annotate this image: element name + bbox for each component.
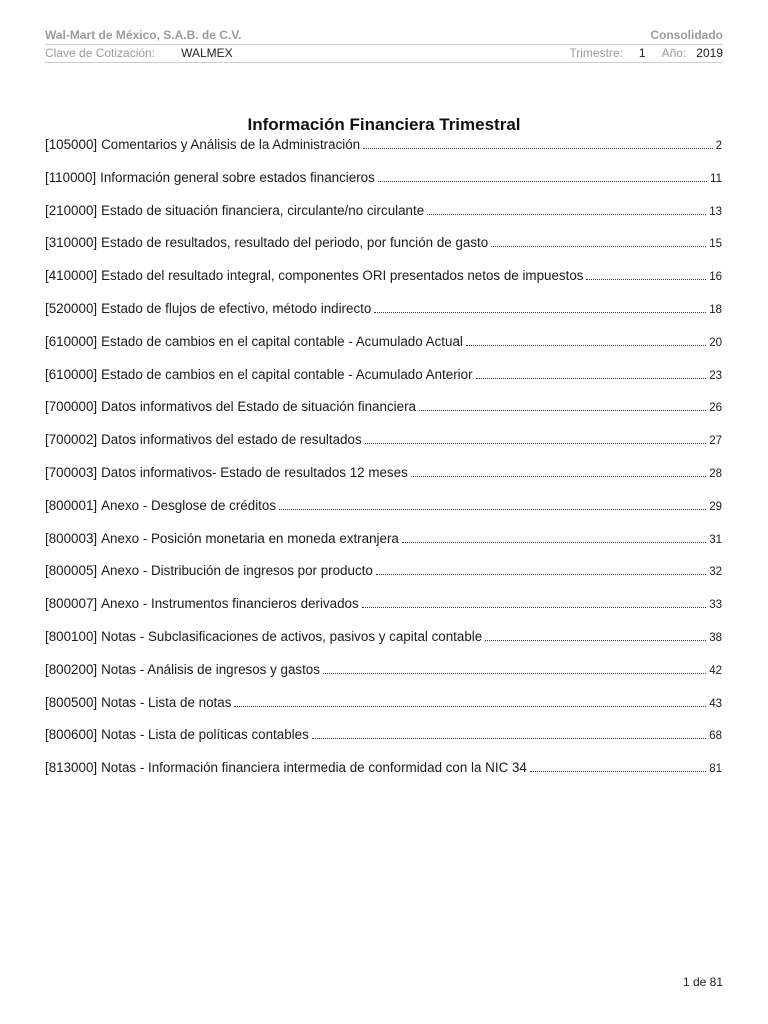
- toc-entry-page: 13: [709, 205, 722, 218]
- dot-leader: [378, 181, 707, 182]
- toc-entry[interactable]: [45, 367, 722, 400]
- ticker-value: WALMEX: [181, 46, 233, 60]
- toc-entry-code: [700003]: [45, 464, 98, 480]
- toc-entry-page: 15: [709, 238, 722, 251]
- dot-leader: [234, 706, 706, 707]
- toc-entry-page: 42: [709, 664, 722, 677]
- toc-entry-page: 81: [709, 763, 722, 776]
- toc-entry[interactable]: [45, 760, 722, 793]
- toc-entry-code: [520000]: [45, 300, 98, 316]
- toc-entry-page: 33: [709, 599, 722, 612]
- toc-entry-label: Notas - Subclasificaciones de activos, pasivos y capital contable: [101, 628, 483, 644]
- toc-entry-page: 43: [709, 697, 722, 710]
- toc-entry-label: Estado del resultado integral, componentes ORI presentados netos de impuestos: [101, 268, 584, 284]
- toc-entry-page: 38: [709, 631, 722, 644]
- toc-entry-page: 2: [715, 140, 722, 152]
- toc-entry[interactable]: [45, 334, 722, 367]
- toc-entry-label: Estado de situación financiera, circulante/no circulante: [101, 202, 425, 218]
- toc-entry-label: Estado de flujos de efectivo, método indirecto: [101, 300, 372, 316]
- dot-leader: [530, 771, 706, 772]
- toc-entry-code: [610000]: [45, 333, 98, 349]
- toc-entry-code: [813000]: [45, 760, 98, 776]
- dot-leader: [419, 410, 706, 411]
- toc-entry-page: 27: [709, 435, 722, 448]
- toc-entry[interactable]: [45, 563, 722, 596]
- toc-entry[interactable]: [45, 465, 722, 498]
- toc-entry-label: Estado de cambios en el capital contable - Acumulado Actual: [101, 333, 463, 349]
- toc-entry[interactable]: [45, 531, 722, 564]
- dot-leader: [427, 214, 706, 215]
- year-label: Año:: [661, 46, 687, 60]
- dot-leader: [476, 378, 707, 379]
- toc-entry-page: 23: [709, 369, 722, 382]
- toc-entry[interactable]: [45, 235, 722, 268]
- toc-entry[interactable]: [45, 432, 722, 465]
- page-title: Información Financiera Trimestral: [247, 115, 521, 134]
- dot-leader: [586, 279, 706, 280]
- toc-entry-code: [800500]: [45, 694, 98, 710]
- page-number: 1 de 81: [682, 975, 723, 989]
- toc-entry[interactable]: [45, 695, 722, 728]
- toc-entry[interactable]: [45, 399, 722, 432]
- toc-entry[interactable]: [45, 727, 722, 760]
- toc-entry-page: 16: [709, 271, 722, 284]
- table-of-contents: [45, 137, 722, 793]
- toc-entry-code: [700000]: [45, 399, 98, 415]
- dot-leader: [491, 246, 706, 247]
- toc-entry-code: [800600]: [45, 727, 98, 743]
- document-subheader: [45, 44, 723, 63]
- year-value: 2019: [696, 46, 723, 60]
- toc-entry[interactable]: [45, 170, 722, 203]
- toc-entry-page: 11: [710, 172, 722, 185]
- toc-entry-label: Notas - Información financiera intermedia de conformidad con la NIC 34: [101, 760, 527, 776]
- toc-entry-page: 26: [709, 402, 722, 415]
- company-name: Wal-Mart de México, S.A.B. de C.V.: [45, 28, 242, 42]
- dot-leader: [365, 443, 707, 444]
- dot-leader: [312, 738, 706, 739]
- dot-leader: [279, 509, 706, 510]
- report-type: Consolidado: [650, 28, 723, 42]
- toc-entry-label: Anexo - Desglose de créditos: [101, 497, 277, 513]
- toc-entry-page: 28: [709, 467, 722, 480]
- dot-leader: [376, 574, 706, 575]
- toc-entry-label: Notas - Lista de políticas contables: [101, 727, 309, 743]
- toc-entry-page: 18: [709, 303, 722, 316]
- toc-entry[interactable]: [45, 629, 722, 662]
- toc-entry-code: [800007]: [45, 596, 98, 612]
- toc-entry[interactable]: [45, 301, 722, 334]
- toc-entry-code: [800003]: [45, 530, 98, 546]
- toc-entry-label: Notas - Lista de notas: [101, 694, 232, 710]
- toc-entry[interactable]: [45, 268, 722, 301]
- dot-leader: [323, 673, 706, 674]
- dot-leader: [363, 148, 712, 149]
- toc-entry-code: [800100]: [45, 628, 98, 644]
- toc-entry-code: [800005]: [45, 563, 98, 579]
- dot-leader: [402, 542, 706, 543]
- toc-entry-page: 31: [709, 533, 722, 546]
- quarter-value: 1: [638, 46, 646, 60]
- toc-entry-code: [700002]: [45, 432, 98, 448]
- toc-entry-label: Información general sobre estados financieros: [100, 169, 375, 185]
- toc-entry-code: [410000]: [45, 268, 98, 284]
- toc-entry[interactable]: [45, 203, 722, 236]
- dot-leader: [485, 640, 706, 641]
- toc-entry-code: [210000]: [45, 202, 98, 218]
- toc-entry-label: Estado de resultados, resultado del periodo, por función de gasto: [101, 235, 489, 251]
- toc-entry-page: 32: [709, 566, 722, 579]
- toc-entry[interactable]: [45, 137, 722, 170]
- toc-entry-code: [110000]: [45, 169, 97, 185]
- toc-entry-label: Anexo - Distribución de ingresos por producto: [101, 563, 373, 579]
- toc-entry-page: 68: [709, 730, 722, 743]
- toc-entry-page: 20: [709, 336, 722, 349]
- toc-entry[interactable]: [45, 662, 722, 695]
- toc-entry-label: Datos informativos- Estado de resultados 12 meses: [101, 464, 408, 480]
- toc-entry-page: 29: [709, 500, 722, 513]
- document-header: [45, 26, 723, 45]
- dot-leader: [411, 476, 706, 477]
- toc-entry-code: [610000]: [45, 366, 98, 382]
- toc-entry-code: [105000]: [45, 137, 98, 152]
- dot-leader: [374, 312, 706, 313]
- toc-entry-label: Anexo - Instrumentos financieros derivados: [101, 596, 359, 612]
- dot-leader: [466, 345, 706, 346]
- dot-leader: [362, 607, 707, 608]
- toc-entry-label: Notas - Análisis de ingresos y gastos: [101, 661, 320, 677]
- toc-entry-label: Estado de cambios en el capital contable - Acumulado Anterior: [101, 366, 473, 382]
- quarter-label: Trimestre:: [569, 46, 623, 60]
- toc-entry-label: Comentarios y Análisis de la Administración: [101, 137, 361, 152]
- toc-entry-code: [800001]: [45, 497, 98, 513]
- toc-entry-label: Datos informativos del estado de resultados: [101, 432, 362, 448]
- ticker-label: Clave de Cotización:: [45, 46, 156, 60]
- toc-entry-code: [800200]: [45, 661, 98, 677]
- toc-entry-label: Anexo - Posición monetaria en moneda extranjera: [101, 530, 399, 546]
- toc-entry-label: Datos informativos del Estado de situación financiera: [101, 399, 416, 415]
- toc-entry-code: [310000]: [45, 235, 98, 251]
- toc-entry[interactable]: [45, 498, 722, 531]
- toc-entry[interactable]: [45, 596, 722, 629]
